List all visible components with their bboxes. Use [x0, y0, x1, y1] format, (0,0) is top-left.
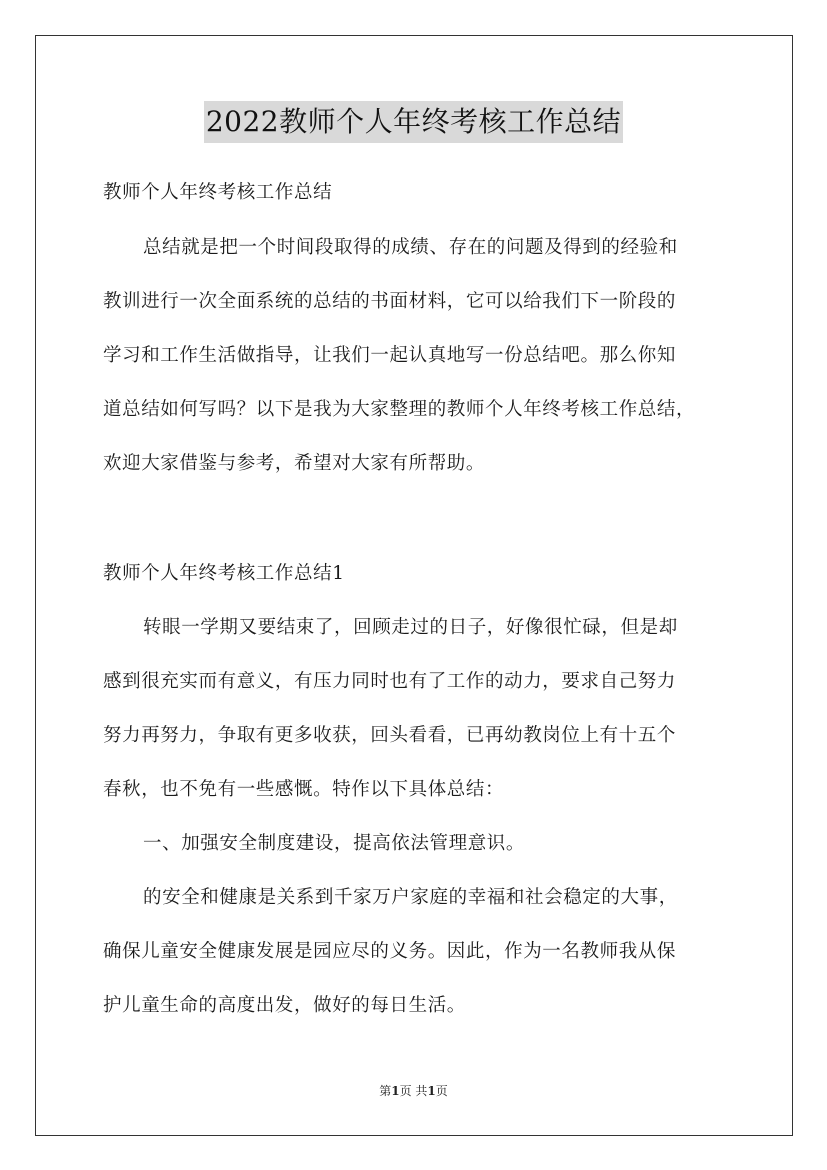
intro-line-1[interactable]: 总结就是把一个时间段取得的成绩、存在的问题及得到的经验和: [143, 237, 678, 258]
section1-line-3[interactable]: 努力再努力，争取有更多收获，回头看看，已再幼教岗位上有十五个: [103, 725, 677, 746]
point1-line-2[interactable]: 确保儿童安全健康发展是园应尽的义务。因此，作为一名教师我从保: [103, 941, 677, 962]
footer-page-mid: 页 共: [399, 1084, 428, 1098]
point1-heading[interactable]: 一、加强安全制度建设，提高依法管理意识。: [143, 833, 526, 854]
document-subtitle[interactable]: 教师个人年终考核工作总结: [103, 182, 333, 203]
section1-line-1[interactable]: 转眼一学期又要结束了，回顾走过的日子，好像很忙碌，但是却: [143, 617, 678, 638]
section1-heading[interactable]: 教师个人年终考核工作总结1: [103, 563, 345, 584]
footer-page-suffix: 页: [435, 1084, 448, 1098]
intro-line-5[interactable]: 欢迎大家借鉴与参考，希望对大家有所帮助。: [103, 453, 486, 474]
footer-page-total: 1: [427, 1084, 436, 1098]
section1-line-2[interactable]: 感到很充实而有意义，有压力同时也有了工作的动力，要求自己努力: [103, 671, 677, 692]
intro-line-3[interactable]: 学习和工作生活做指导，让我们一起认真地写一份总结吧。那么你知: [103, 345, 677, 366]
intro-line-4[interactable]: 道总结如何写吗？以下是我为大家整理的教师个人年终考核工作总结，: [103, 399, 696, 420]
intro-line-2[interactable]: 教训进行一次全面系统的总结的书面材料，它可以给我们下一阶段的: [103, 291, 677, 312]
point1-line-3[interactable]: 护儿童生命的高度出发，做好的每日生活。: [103, 995, 466, 1016]
footer-page-number: 1: [391, 1084, 400, 1098]
footer-page-prefix: 第: [379, 1084, 392, 1098]
point1-line-1[interactable]: 的安全和健康是关系到千家万户家庭的幸福和社会稳定的大事，: [143, 887, 678, 908]
document-title[interactable]: 2022教师个人年终考核工作总结: [204, 101, 623, 143]
title-container: [0, 101, 827, 143]
section1-line-4[interactable]: 春秋，也不免有一些感慨。特作以下具体总结：: [103, 779, 505, 800]
page-footer: [0, 1083, 827, 1099]
